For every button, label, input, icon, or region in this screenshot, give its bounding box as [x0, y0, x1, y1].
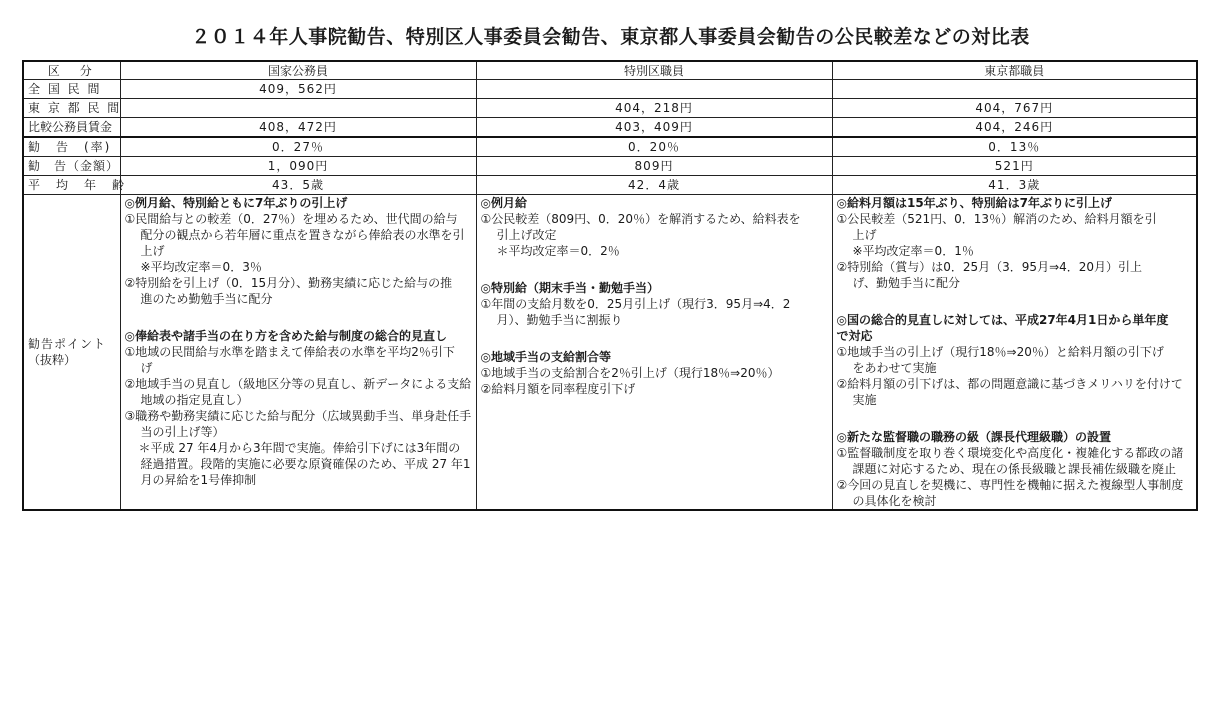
point-line: げ [140, 361, 153, 375]
spacer [837, 408, 1193, 429]
cell-national: 43．5歳 [120, 176, 476, 195]
row-label: 勧 告 (率) [23, 137, 120, 157]
point-line: 上げ [852, 228, 877, 242]
cell-tokyo: 521円 [832, 157, 1197, 176]
point-line: ①監督職制度を取り巻く環境変化や高度化・複雑化する都政の諸 [836, 446, 1184, 460]
row-label: 比較公務員賃金 [23, 118, 120, 138]
point-line: 引上げ改定 [496, 228, 557, 242]
cell-special-ward [476, 80, 832, 99]
point-line: 実施 [852, 393, 877, 407]
header-row [23, 61, 1197, 80]
header-tokyo: 東京都職員 [832, 61, 1197, 80]
point-line: ②給料月額の引下げは、都の問題意識に基づきメリハリを付けて [836, 377, 1183, 391]
point-line: ②特別給を引上げ（0．15月分）、勤務実績に応じた給与の推 [124, 276, 453, 290]
points-special-ward [476, 195, 832, 511]
point-line: の具体化を検討 [852, 494, 937, 508]
table-row [23, 80, 1197, 99]
spacer [481, 259, 828, 280]
point-line: ②地域手当の見直し（級地区分等の見直し、新データによる支給 [124, 377, 472, 391]
point-line: ②今回の見直しを契機に、専門性を機軸に据えた複線型人事制度 [836, 478, 1184, 492]
cell-national: 409，562円 [120, 80, 476, 99]
row-label: 平 均 年 齢 [23, 176, 120, 195]
header-category: 区 分 [23, 61, 120, 80]
cell-national [120, 99, 476, 118]
points-label-line: 勧告ポイント [28, 337, 107, 351]
point-line: 月）、勤勉手当に割振り [496, 313, 623, 327]
point-line: ①民間給与との較差（0．27％）を埋めるため、世代間の給与 [124, 212, 458, 226]
cell-national: 1，090円 [120, 157, 476, 176]
cell-special-ward: 42．4歳 [476, 176, 832, 195]
point-line: をあわせて実施 [852, 361, 937, 375]
row-label: 勧 告（金額） [23, 157, 120, 176]
point-line: 月の昇給を1号俸抑制 [140, 473, 257, 487]
points-label [23, 195, 120, 511]
cell-special-ward: 809円 [476, 157, 832, 176]
point-line: ※平均改定率＝0．3％ [140, 260, 262, 274]
section-heading: ◎新たな監督職の職務の級（課長代理級職）の設置 [836, 430, 1111, 444]
cell-national: 408，472円 [120, 118, 476, 138]
point-line: ①地域の民間給与水準を踏まえて俸給表の水準を平均2％引下 [124, 345, 455, 359]
spacer [125, 307, 472, 328]
point-line: 当の引上げ等） [140, 425, 225, 439]
section-heading: ◎給料月額は15年ぶり、特別給は7年ぶりに引上げ [836, 196, 1113, 210]
section-heading: ◎例月給 [480, 196, 527, 210]
comparison-table [22, 60, 1198, 511]
table-row [23, 137, 1197, 157]
point-line: ※平均改定率＝0．1％ [852, 244, 974, 258]
table-row [23, 118, 1197, 138]
point-line: 経過措置。段階的実施に必要な原資確保のため、平成 27 年1 [140, 457, 471, 471]
point-line: 地域の指定見直し） [140, 393, 249, 407]
point-line: ＊平均改定率＝0．2％ [496, 244, 620, 258]
section-heading: ◎例月給、特別給ともに7年ぶりの引上げ [124, 196, 348, 210]
cell-special-ward: 404，218円 [476, 99, 832, 118]
points-national [120, 195, 476, 511]
point-line: ②特別給（賞与）は0．25月（3．95月⇒4．20月）引上 [836, 260, 1143, 274]
spacer [481, 328, 828, 349]
cell-tokyo: 404，246円 [832, 118, 1197, 138]
cell-tokyo: 41．3歳 [832, 176, 1197, 195]
cell-national: 0．27％ [120, 137, 476, 157]
point-line: 上げ [140, 244, 165, 258]
table-row [23, 99, 1197, 118]
section-heading: で対応 [836, 329, 873, 343]
cell-tokyo [832, 80, 1197, 99]
row-label: 東 京 都 民 間 [23, 99, 120, 118]
cell-special-ward: 0．20％ [476, 137, 832, 157]
section-heading: ◎国の総合的見直しに対しては、平成27年4月1日から単年度 [836, 313, 1169, 327]
point-line: 配分の観点から若年層に重点を置きながら俸給表の水準を引 [140, 228, 465, 242]
point-line: ①公民較差（521円、0．13％）解消のため、給料月額を引 [836, 212, 1157, 226]
point-line: ③職務や勤務実績に応じた給与配分（広域異動手当、単身赴任手 [124, 409, 472, 423]
section-heading: ◎特別給（期末手当・勤勉手当） [480, 281, 659, 295]
spacer [837, 291, 1193, 312]
point-line: ＊平成 27 年4月から3年間で実施。俸給引下げには3年間の [138, 441, 461, 455]
point-line: 進のため勤勉手当に配分 [140, 292, 273, 306]
cell-special-ward: 403，409円 [476, 118, 832, 138]
table-row [23, 157, 1197, 176]
table-row [23, 176, 1197, 195]
point-line: 課題に対応するため、現在の係長級職と課長補佐級職を廃止 [852, 462, 1177, 476]
point-line: ①地域手当の引上げ（現行18％⇒20％）と給料月額の引下げ [836, 345, 1164, 359]
points-tokyo [832, 195, 1197, 511]
point-line: ①地域手当の支給割合を2％引上げ（現行18％⇒20％） [480, 366, 780, 380]
cell-tokyo: 0．13％ [832, 137, 1197, 157]
section-heading: ◎地域手当の支給割合等 [480, 350, 611, 364]
point-line: ①公民較差（809円、0．20％）を解消するため、給料表を [480, 212, 801, 226]
point-line: ②給料月額を同率程度引下げ [480, 382, 636, 396]
section-heading: ◎俸給表や諸手当の在り方を含めた給与制度の総合的見直し [124, 329, 447, 343]
points-label-line: （抜粋） [28, 353, 77, 367]
points-row [23, 195, 1197, 511]
cell-tokyo: 404，767円 [832, 99, 1197, 118]
page-title: ２０１４年人事院勧告、特別区人事委員会勧告、東京都人事委員会勧告の公民較差などの対比表 [191, 26, 1030, 48]
header-special-ward: 特別区職員 [476, 61, 832, 80]
point-line: ①年間の支給月数を0．25月引上げ（現行3．95月⇒4．2 [480, 297, 791, 311]
point-line: げ、勤勉手当に配分 [852, 276, 961, 290]
row-label: 全 国 民 間 [23, 80, 120, 99]
header-national: 国家公務員 [120, 61, 476, 80]
